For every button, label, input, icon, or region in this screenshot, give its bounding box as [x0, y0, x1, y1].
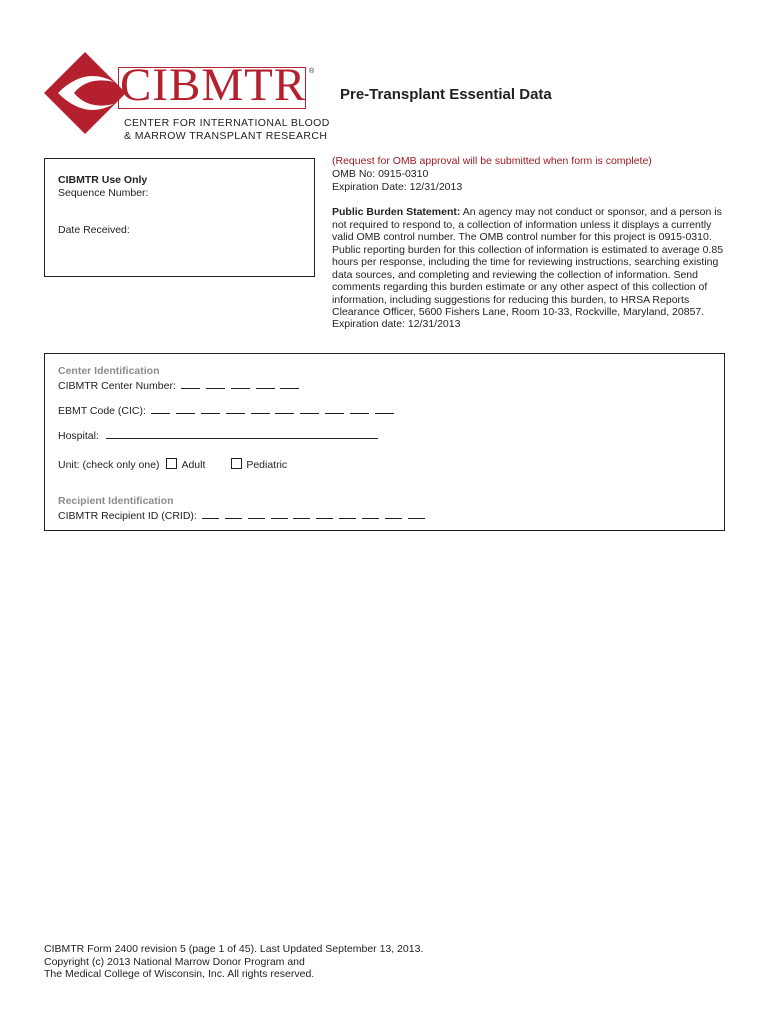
unit-label: Unit: (check only one) — [58, 459, 160, 471]
hospital-label: Hospital: — [58, 430, 99, 442]
use-only-title: CIBMTR Use Only — [58, 174, 148, 186]
ebmt-code-blank[interactable] — [176, 403, 195, 414]
center-number-label: CIBMTR Center Number: — [58, 380, 176, 392]
adult-option-label: Adult — [181, 459, 206, 471]
center-number-blank[interactable] — [231, 378, 250, 389]
ebmt-code-blank[interactable] — [375, 403, 394, 414]
sequence-number-label: Sequence Number: — [58, 187, 149, 199]
logo-wordmark: CIBMTR — [120, 59, 307, 111]
ebmt-code-blank[interactable] — [325, 403, 344, 414]
crid-blank[interactable] — [271, 508, 288, 519]
omb-expiration: Expiration Date: 12/31/2013 — [332, 181, 463, 193]
center-number-field — [58, 378, 299, 392]
center-number-blank[interactable] — [256, 378, 275, 389]
ebmt-code-blank[interactable] — [350, 403, 369, 414]
logo-subtitle-line-1: CENTER FOR INTERNATIONAL BLOOD — [124, 117, 330, 129]
ebmt-code-blank[interactable] — [251, 403, 270, 414]
form-footer — [44, 943, 423, 981]
ebmt-code-field — [58, 403, 394, 417]
footer-line-1: CIBMTR Form 2400 revision 5 (page 1 of 45). Last Updated September 13, 2013. — [44, 943, 424, 955]
crid-blank[interactable] — [225, 508, 242, 519]
center-identification-heading: Center Identification — [58, 365, 160, 377]
center-number-blank[interactable] — [181, 378, 200, 389]
crid-blank[interactable] — [293, 508, 310, 519]
date-received-label: Date Received: — [58, 224, 130, 236]
omb-number: OMB No: 0915-0310 — [332, 168, 429, 180]
crid-blank[interactable] — [339, 508, 356, 519]
footer-line-2: Copyright (c) 2013 National Marrow Donor Program and — [44, 955, 305, 968]
crid-blank[interactable] — [385, 508, 402, 519]
ebmt-code-blank[interactable] — [226, 403, 245, 414]
ebmt-code-blank[interactable] — [201, 403, 220, 414]
burden-text: An agency may not conduct or sponsor, and a person is not required to respond to, a collection of information unless it displays a currently valid OMB control number. The OMB control number for this project is 0915-0310. Public reporting burden for this collection of information is estimated to average 0.85 hours per response, including the time for reviewing instructions, searching existing data sources, and completing and reviewing the collection of information. Send comments regarding this burden estimate or any other aspect of this collection of information, including suggestions for reducing this burden, to HRSA Reports Clearance Officer, 5600 Fishers Lane, Room 10-33, Rockville, Maryland, 20857. — [332, 206, 724, 318]
logo-subtitle — [124, 117, 330, 143]
crid-blank[interactable] — [248, 508, 265, 519]
crid-label: CIBMTR Recipient ID (CRID): — [58, 510, 197, 522]
crid-blank[interactable] — [362, 508, 379, 519]
crid-blank[interactable] — [408, 508, 425, 519]
ebmt-code-label: EBMT Code (CIC): — [58, 405, 146, 417]
burden-heading: Public Burden Statement: — [332, 206, 461, 218]
hospital-field — [58, 428, 378, 442]
crid-blank[interactable] — [316, 508, 333, 519]
pediatric-option-label: Pediatric — [246, 459, 288, 471]
registered-mark: ® — [309, 68, 315, 75]
crid-field — [58, 508, 425, 522]
recipient-identification-heading: Recipient Identification — [58, 495, 174, 507]
ebmt-code-blank[interactable] — [275, 403, 294, 414]
center-number-blank[interactable] — [206, 378, 225, 389]
crid-blank[interactable] — [202, 508, 219, 519]
hospital-input-line[interactable] — [106, 428, 378, 439]
burden-expiration: Expiration date: 12/31/2013 — [332, 318, 461, 330]
omb-approval-note: (Request for OMB approval will be submitted when form is complete) — [332, 155, 652, 167]
form-title: Pre-Transplant Essential Data — [340, 86, 552, 103]
pediatric-checkbox[interactable] — [231, 458, 242, 469]
cibmtr-logo-icon — [44, 52, 126, 134]
adult-checkbox[interactable] — [166, 458, 177, 469]
footer-line-3: The Medical College of Wisconsin, Inc. All rights reserved. — [44, 968, 315, 980]
center-number-blank[interactable] — [280, 378, 299, 389]
unit-field — [58, 458, 287, 471]
ebmt-code-blank[interactable] — [300, 403, 319, 414]
ebmt-code-blank[interactable] — [151, 403, 170, 414]
logo-subtitle-line-2: & MARROW TRANSPLANT RESEARCH — [124, 130, 328, 142]
public-burden-statement — [332, 206, 727, 319]
